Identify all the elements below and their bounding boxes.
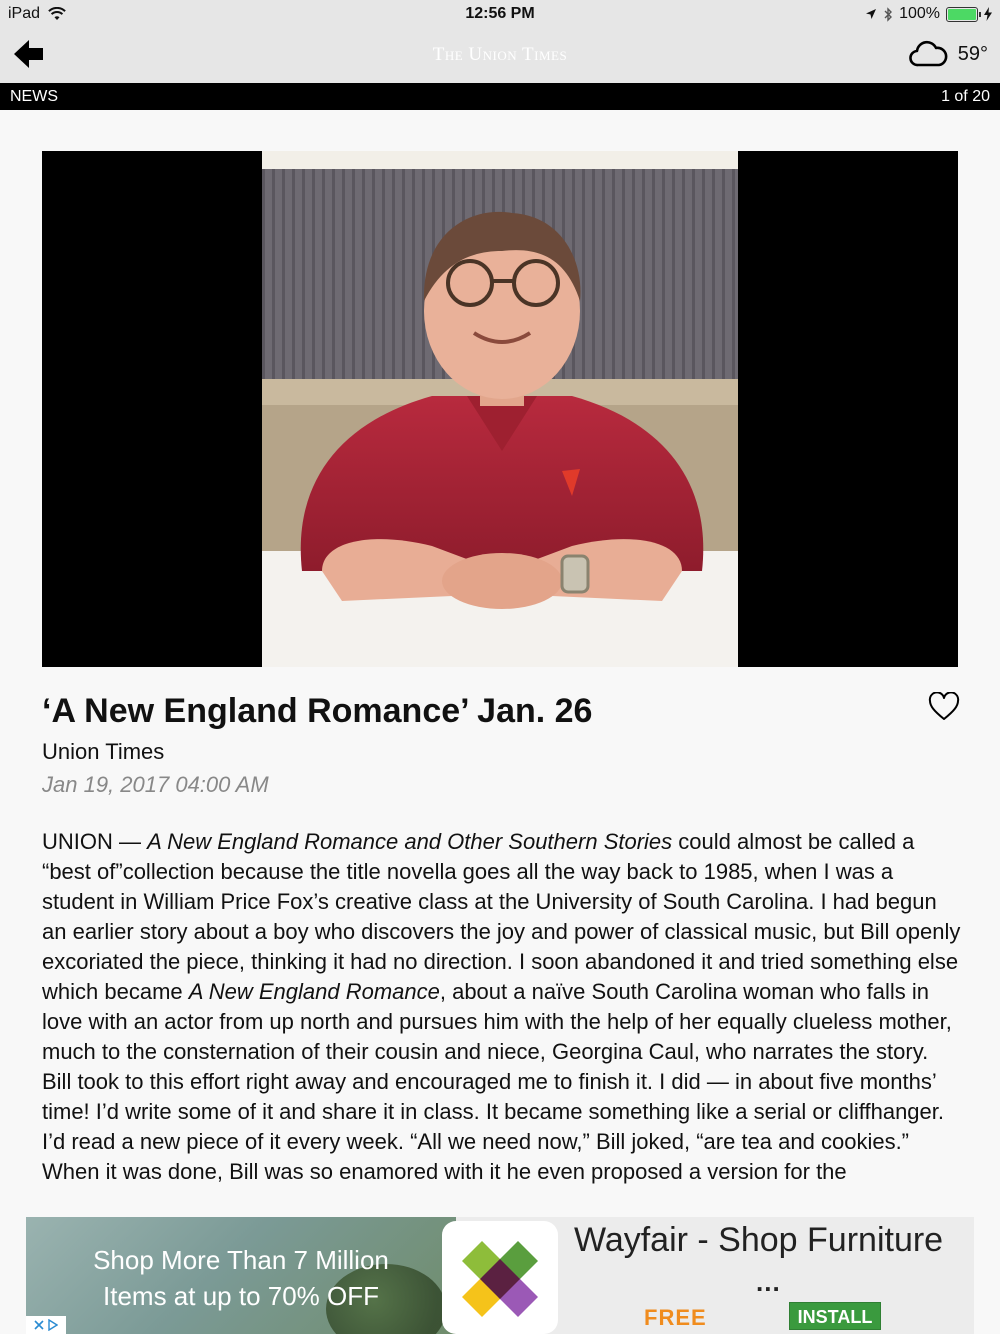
install-button[interactable]: INSTALL — [789, 1302, 881, 1330]
ad-ellipsis: ... — [756, 1267, 781, 1297]
book-title: A New England Romance and Other Southern Stories — [147, 829, 673, 854]
adchoices-icon[interactable] — [26, 1316, 66, 1334]
article-headline: ‘A New England Romance’ Jan. 26 — [42, 692, 593, 730]
article-body — [42, 827, 962, 1187]
status-time: 12:56 PM — [465, 5, 535, 22]
weather-widget[interactable] — [908, 40, 988, 68]
ad-info-triangle-icon — [48, 1319, 58, 1331]
article-image[interactable] — [42, 151, 958, 667]
article-byline: Union Times — [42, 739, 165, 764]
heart-icon — [928, 692, 960, 722]
ad-promo-text — [68, 1242, 414, 1314]
ad-banner[interactable] — [26, 1217, 974, 1334]
novella-title: A New England Romance — [188, 979, 440, 1004]
ad-price: FREE — [644, 1305, 707, 1330]
battery-fill — [948, 9, 976, 20]
wayfair-logo-mark — [442, 1221, 558, 1334]
status-bar — [0, 0, 1000, 28]
ad-title[interactable]: Wayfair - Shop Furniture — [574, 1221, 944, 1259]
charging-bolt-icon — [984, 7, 992, 21]
bluetooth-icon — [883, 7, 893, 22]
ad-promo-line-1: Shop More Than 7 Million — [93, 1245, 389, 1275]
body-part-1: could almost be called a “best of”collection because the title novella goes all the way back to 1985, when I was a student in William Price Fox’s creative class at the University of South Carolina. I had begun an earlier story about a boy who discovers the joy and power of classical music, but Bill openly excoriated the piece, thinking it had no direction. I soon abandoned it and tried something else which became — [42, 829, 961, 1004]
body-lead: UNION — — [42, 829, 148, 854]
article-date: Jan 19, 2017 04:00 AM — [42, 772, 269, 797]
ad-close-icon — [34, 1320, 44, 1330]
status-right — [865, 5, 992, 23]
section-bar — [0, 83, 1000, 110]
battery-icon — [946, 7, 978, 22]
favorite-button[interactable] — [928, 692, 960, 722]
battery-percent: 100% — [899, 5, 940, 22]
section-name: NEWS — [10, 88, 58, 105]
ad-image[interactable] — [26, 1217, 456, 1334]
page-counter: 1 of 20 — [941, 88, 990, 105]
temperature: 59° — [957, 42, 988, 65]
cloud-icon — [908, 40, 948, 68]
nav-bar — [0, 28, 1000, 83]
body-part-2: , about a naïve South Carolina woman who falls in love with an actor from up north and pursues him with the help of her equally clueless mother, much to the consternation of their cousin and niece, Georgina Caul, who narrates the story. Bill took to this effort right away and encouraged me to finish it. I did — in about five months’ time! I’d write some of it and share it in class. It became something like a serial or cliffhanger. I’d read a new piece of it every week. “All we need now,” Bill joked, “are tea and cookies.” When it was done, Bill was so enamored with it he even proposed a version for the — [42, 979, 952, 1184]
wayfair-logo[interactable] — [442, 1221, 558, 1334]
masthead: The Union Times — [432, 44, 568, 65]
ad-promo-line-2: Items at up to 70% OFF — [103, 1281, 379, 1311]
location-arrow-icon — [865, 8, 877, 20]
author-photo — [262, 151, 738, 667]
photo-illustration — [262, 151, 738, 667]
device-name: iPad — [8, 5, 41, 22]
